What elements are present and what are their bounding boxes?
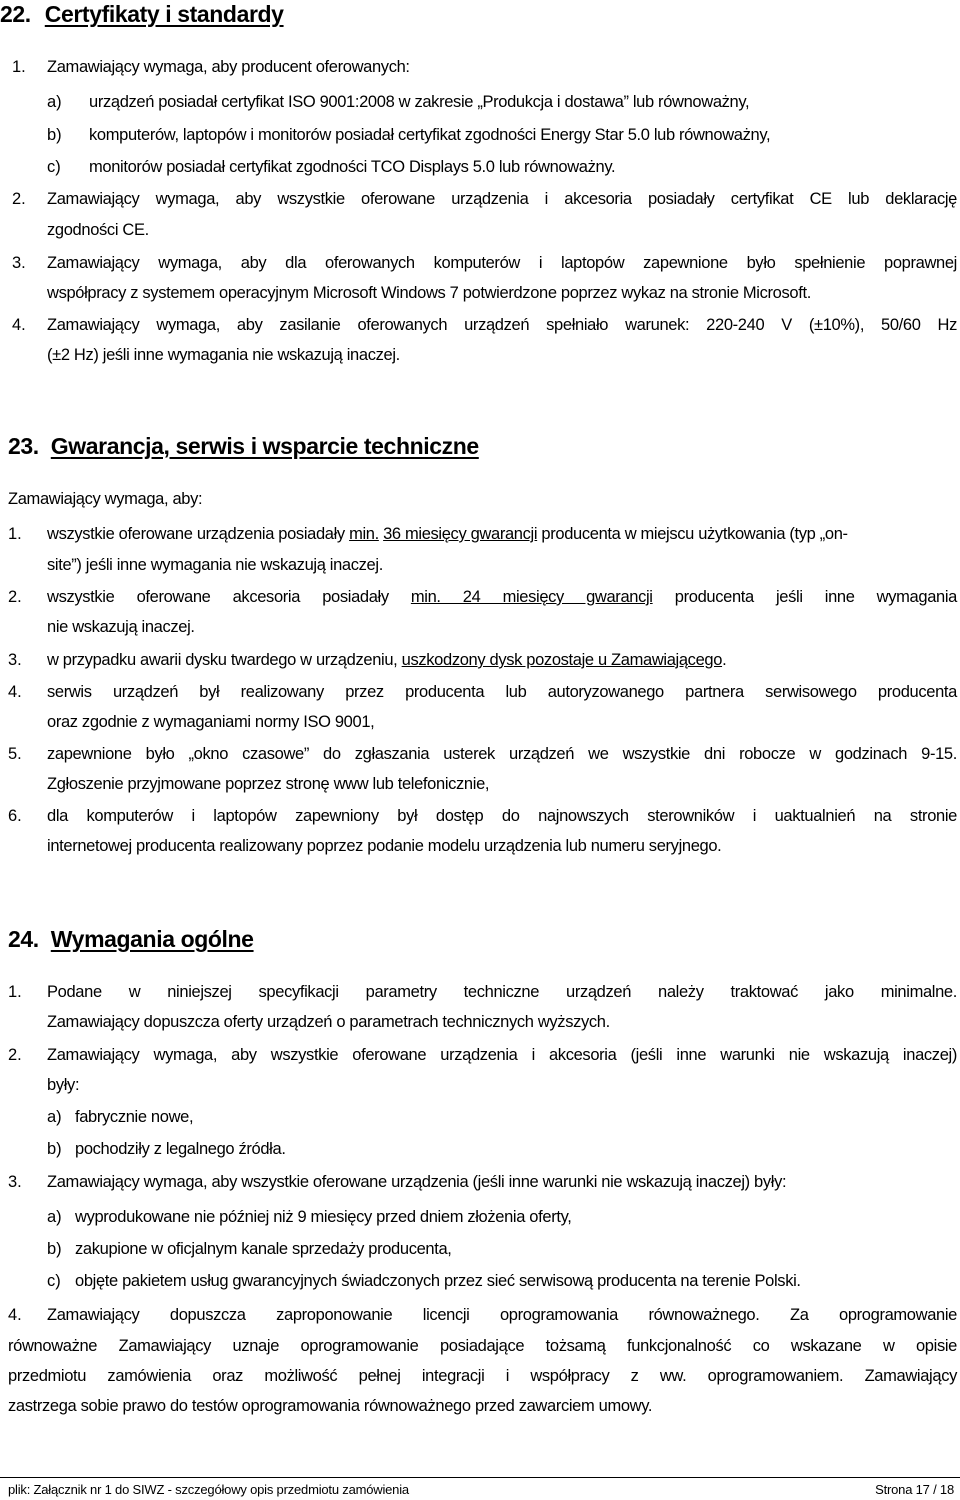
- section-number: 22.: [0, 1, 31, 27]
- item-number: 3.: [8, 1173, 22, 1191]
- paragraph-text: Zamawiający wymaga, aby wszystkie oferowane urządzenia (jeśli inne warunki nie wskazują inaczej) były:: [47, 1173, 787, 1191]
- sub-item-text: zakupione w oficjalnym kanale sprzedaży producenta,: [75, 1240, 452, 1258]
- sub-item-text: monitorów posiadał certyfikat zgodności TCO Displays 5.0 lub równoważny.: [89, 158, 616, 176]
- item-number: 3.: [8, 651, 22, 669]
- list-item-text: zapewnione było „okno czasowe” do zgłaszania usterek urządzeń we wszystkie dni robocze w godzinach 9-15.: [47, 745, 957, 763]
- list-item-text: wszystkie oferowane akcesoria posiadały min. 24 miesięcy gwarancji producenta jeśli inne wymagania: [47, 588, 957, 606]
- sub-item-text: objęte pakietem usług gwarancyjnych świadczonych przez sieć serwisową producenta na terenie Polski.: [75, 1272, 801, 1290]
- item-number: 3.: [12, 254, 26, 272]
- paragraph-text: Zamawiający wymaga, aby dla oferowanych komputerów i laptopów zapewnione było spełnienie poprawnej: [47, 254, 957, 272]
- section-title: Certyfikaty i standardy: [44, 1, 284, 27]
- item-number: 4.: [12, 316, 26, 334]
- paragraph-text: (±2 Hz) jeśli inne wymagania nie wskazują inaczej.: [47, 346, 400, 364]
- item-number: 5.: [8, 745, 22, 763]
- item-number: 1.: [8, 525, 22, 543]
- item-number: 2.: [8, 588, 22, 606]
- item-number: 1.: [8, 983, 22, 1001]
- section-title: Wymagania ogólne: [50, 926, 254, 952]
- paragraph-text: Podane w niniejszej specyfikacji parametry techniczne urządzeń należy traktować jako minimalne.: [47, 983, 957, 1001]
- item-number: 2.: [12, 190, 26, 208]
- paragraph-text: Zamawiający wymaga, aby producent oferowanych:: [47, 58, 410, 76]
- paragraph-text: Zamawiający wymaga, aby wszystkie oferowane urządzenia i akcesoria posiadały certyfikat CE lub deklarację: [47, 190, 957, 208]
- list-item-text: internetowej producenta realizowany poprzez podanie modelu urządzenia lub numeru seryjnego.: [47, 837, 722, 855]
- item-number: 6.: [8, 807, 22, 825]
- sub-item-text: pochodziły z legalnego źródła.: [75, 1140, 286, 1158]
- item-number: 4.: [8, 683, 22, 701]
- paragraph-text: Zamawiający dopuszcza zaproponowanie licencji oprogramowania równoważnego. Za oprogramowanie: [47, 1306, 957, 1324]
- section-number: 23.: [8, 433, 39, 459]
- sub-item-text: wyprodukowane nie później niż 9 miesięcy przed dniem złożenia oferty,: [75, 1208, 572, 1226]
- section-23-heading: [8, 432, 479, 460]
- paragraph-text: zastrzega sobie prawo do testów oprogramowania równoważnego przed zawarciem umowy.: [8, 1397, 653, 1415]
- sub-item-label: b): [47, 1240, 62, 1258]
- sub-item-label: c): [47, 1272, 61, 1290]
- list-item-text: nie wskazują inaczej.: [47, 618, 195, 636]
- sub-item-label: b): [47, 126, 62, 144]
- sub-item-label: a): [47, 1108, 62, 1126]
- paragraph-text: zgodności CE.: [47, 221, 149, 239]
- footer-divider: [0, 1477, 960, 1478]
- list-item-text: Zgłoszenie przyjmowane poprzez stronę www lub telefonicznie,: [47, 775, 490, 793]
- section-number: 24.: [8, 926, 39, 952]
- item-number: 4.: [8, 1306, 22, 1324]
- list-item-text: w przypadku awarii dysku twardego w urządzeniu, uszkodzony dysk pozostaje u Zamawiającego.: [47, 651, 727, 669]
- intro-text: Zamawiający wymaga, aby:: [8, 490, 203, 508]
- item-number: 2.: [8, 1046, 22, 1064]
- paragraph-text: Zamawiający wymaga, aby wszystkie oferowane urządzenia i akcesoria (jeśli inne warunki nie wskazują inaczej): [47, 1046, 957, 1064]
- list-item-text: oraz zgodnie z wymaganiami normy ISO 9001,: [47, 713, 375, 731]
- paragraph-text: były:: [47, 1076, 80, 1094]
- list-item-text: site”) jeśli inne wymagania nie wskazują inaczej.: [47, 556, 383, 574]
- sub-item-label: c): [47, 158, 61, 176]
- list-item-text: serwis urządzeń był realizowany przez producenta lub autoryzowanego partnera serwisowego producenta: [47, 683, 957, 701]
- paragraph-text: współpracy z systemem operacyjnym Microsoft Windows 7 potwierdzone poprzez wykaz na stronie Microsoft.: [47, 284, 811, 302]
- sub-item-text: urządzeń posiadał certyfikat ISO 9001:2008 w zakresie „Produkcja i dostawa” lub równoważny,: [89, 93, 750, 111]
- paragraph-text: Zamawiający wymaga, aby zasilanie oferowanych urządzeń spełniało warunek: 220-240 V (±10%), 50/60 Hz: [47, 316, 957, 334]
- list-item-text: wszystkie oferowane urządzenia posiadały min. 36 miesięcy gwarancji producenta w miejscu użytkowania (typ „on-: [47, 525, 848, 543]
- sub-item-label: b): [47, 1140, 62, 1158]
- sub-item-text: komputerów, laptopów i monitorów posiadał certyfikat zgodności Energy Star 5.0 lub równoważny,: [89, 126, 771, 144]
- sub-item-label: a): [47, 1208, 62, 1226]
- paragraph-text: równoważne Zamawiający uznaje oprogramowanie posiadające tożsamą funkcjonalność co wskazane w opisie: [8, 1337, 957, 1355]
- item-number: 1.: [12, 58, 26, 76]
- section-title: Gwarancja, serwis i wsparcie techniczne: [50, 433, 479, 459]
- section-22-heading: [0, 0, 284, 28]
- sub-item-text: fabrycznie nowe,: [75, 1108, 194, 1126]
- paragraph-text: Zamawiający dopuszcza oferty urządzeń o parametrach technicznych wyższych.: [47, 1013, 610, 1031]
- footer-file-label: plik: Załącznik nr 1 do SIWZ - szczegółowy opis przedmiotu zamówienia: [8, 1482, 409, 1497]
- paragraph-text: przedmiotu zamówienia oraz możliwość pełnej integracji i współpracy z ww. oprogramowaniem. Zamawiający: [8, 1367, 957, 1385]
- list-item-text: dla komputerów i laptopów zapewniony był dostęp do najnowszych sterowników i uaktualnień na stronie: [47, 807, 957, 825]
- section-24-heading: [8, 925, 254, 953]
- footer-page-number: Strona 17 / 18: [875, 1482, 954, 1497]
- sub-item-label: a): [47, 93, 62, 111]
